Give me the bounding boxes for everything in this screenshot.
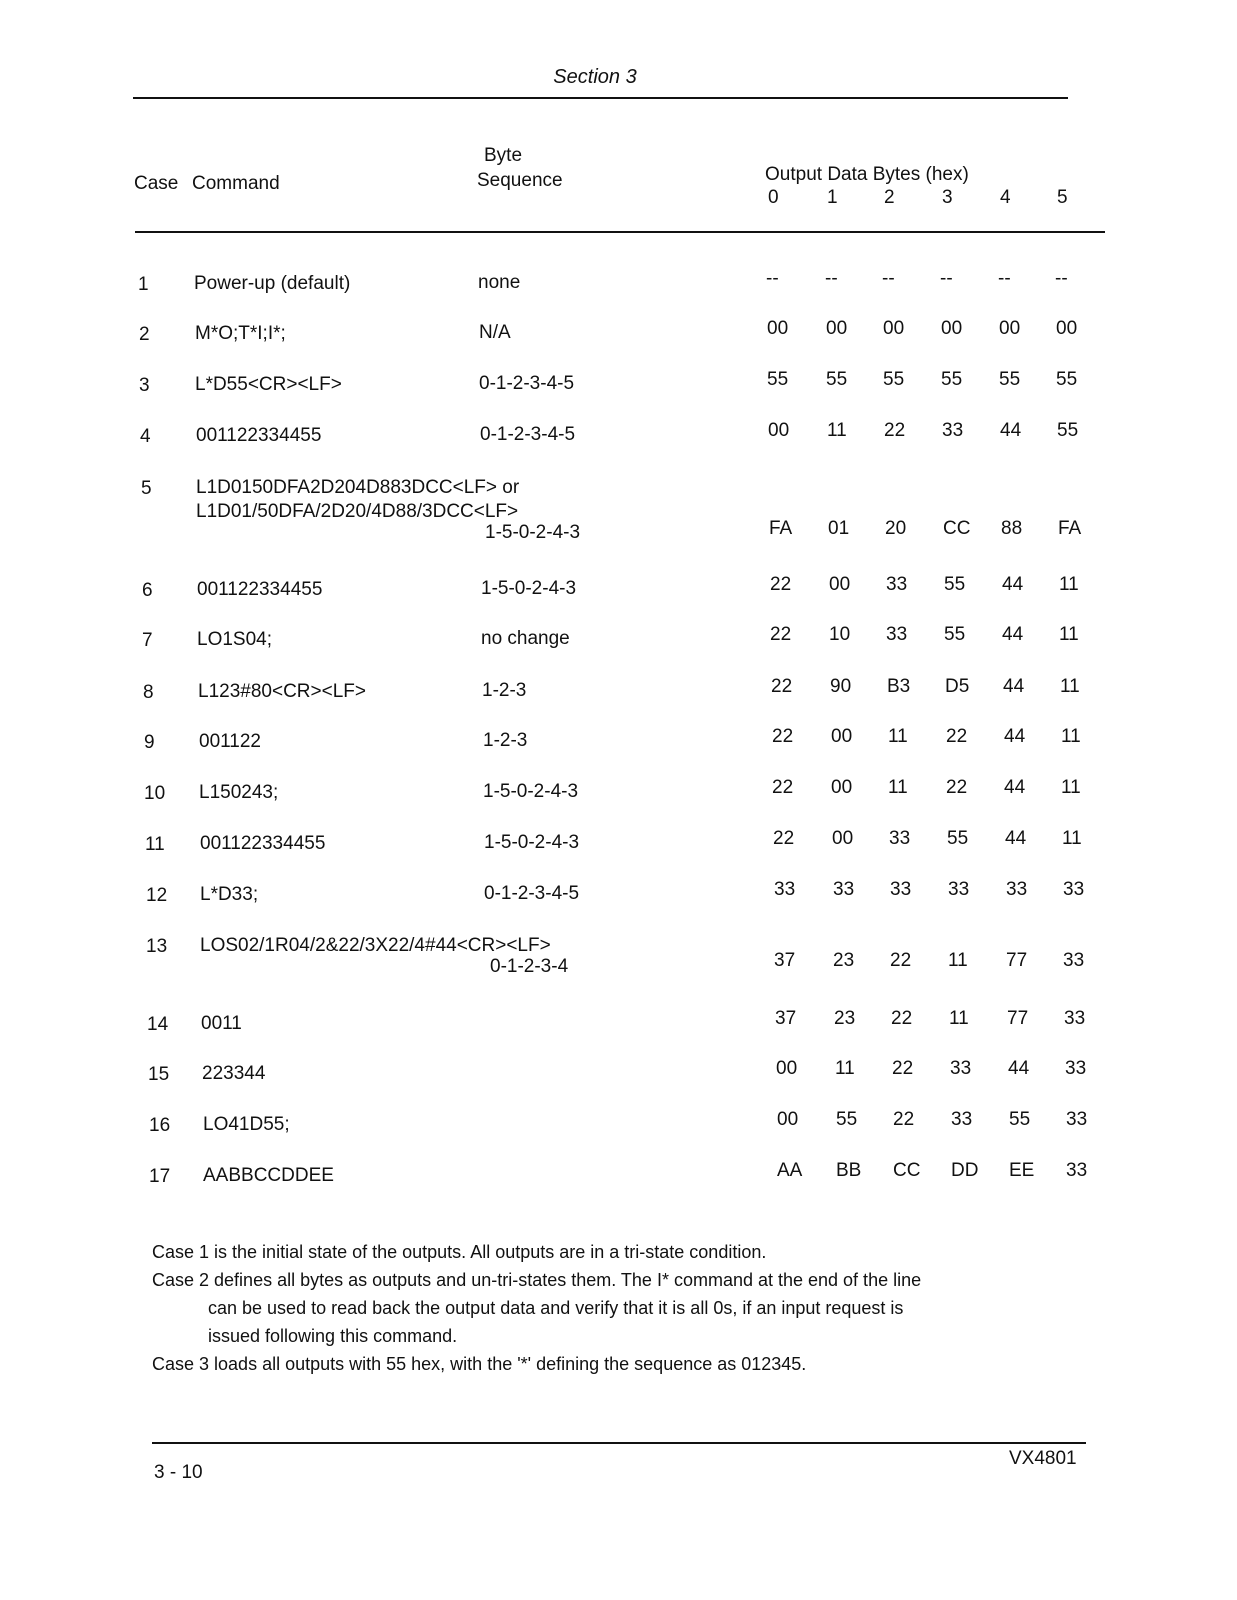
output-byte-4: 55 — [999, 369, 1021, 390]
byte-index-0: 0 — [768, 187, 779, 208]
output-byte-1: 00 — [826, 318, 848, 339]
case-number: 16 — [149, 1115, 171, 1136]
case-number: 12 — [146, 885, 168, 906]
header-case: Case — [134, 173, 179, 194]
output-byte-3: 33 — [951, 1109, 973, 1130]
output-byte-2: 11 — [888, 726, 908, 747]
output-byte-3: -- — [940, 268, 953, 289]
table-row — [0, 268, 1237, 322]
output-byte-2: 33 — [886, 574, 908, 595]
output-byte-5: 33 — [1063, 950, 1085, 971]
output-byte-1: -- — [825, 268, 838, 289]
output-byte-1: 00 — [829, 574, 851, 595]
table-row — [0, 420, 1237, 474]
byte-sequence: 1-5-0-2-4-3 — [485, 522, 581, 543]
output-byte-0: 22 — [771, 676, 793, 697]
output-byte-3: 55 — [944, 624, 966, 645]
output-byte-2: 33 — [890, 879, 912, 900]
output-byte-0: -- — [766, 268, 779, 289]
table-row — [0, 726, 1237, 780]
table-row — [0, 1160, 1237, 1214]
table-row — [0, 476, 1237, 543]
output-byte-0: 33 — [774, 879, 796, 900]
output-byte-2: 55 — [883, 369, 905, 390]
command: AABBCCDDEE — [203, 1165, 334, 1186]
output-byte-4: 44 — [1004, 726, 1026, 747]
command: LO41D55; — [203, 1114, 290, 1135]
output-byte-4: 44 — [1008, 1058, 1030, 1079]
output-byte-5: 33 — [1065, 1058, 1087, 1079]
header-output-bytes: Output Data Bytes (hex) — [765, 164, 969, 185]
byte-sequence: 0-1-2-3-4-5 — [484, 883, 580, 904]
case-number: 10 — [144, 783, 166, 804]
output-byte-2: 00 — [883, 318, 905, 339]
header-rule — [135, 231, 1105, 233]
output-byte-0: 37 — [774, 950, 796, 971]
output-byte-3: DD — [951, 1160, 979, 1181]
byte-index-2: 2 — [884, 187, 895, 208]
output-byte-5: 33 — [1066, 1160, 1088, 1181]
output-byte-1: 23 — [834, 1008, 856, 1029]
command: Power-up (default) — [194, 273, 351, 294]
table-row — [0, 828, 1237, 882]
byte-sequence: 0-1-2-3-4-5 — [479, 373, 575, 394]
case-number: 13 — [146, 936, 168, 957]
table-row — [0, 879, 1237, 933]
table-row — [0, 676, 1237, 730]
output-byte-0: 00 — [777, 1109, 799, 1130]
byte-sequence: 1-5-0-2-4-3 — [483, 781, 579, 802]
command: 001122 — [199, 731, 261, 752]
case-number: 1 — [138, 274, 149, 295]
header-byte: Byte — [484, 145, 523, 166]
output-byte-1: 33 — [833, 879, 855, 900]
byte-sequence: none — [478, 272, 521, 293]
output-byte-3: 11 — [949, 1008, 969, 1029]
output-byte-4: 44 — [1002, 574, 1024, 595]
command: 001122334455 — [200, 833, 326, 854]
output-byte-5: FA — [1058, 518, 1082, 539]
command: 001122334455 — [197, 579, 323, 600]
output-byte-4: 44 — [1003, 676, 1025, 697]
output-byte-4: 00 — [999, 318, 1021, 339]
output-byte-0: 22 — [770, 624, 792, 645]
output-byte-3: 33 — [950, 1058, 972, 1079]
note-case-1: Case 1 is the initial state of the outputs. All outputs are in a tri-state condition. — [152, 1242, 767, 1262]
output-byte-0: 22 — [770, 574, 792, 595]
table-row — [0, 369, 1237, 423]
command: 223344 — [202, 1063, 266, 1084]
table-row — [0, 1058, 1237, 1112]
output-byte-1: 55 — [836, 1109, 858, 1130]
output-byte-3: 33 — [942, 420, 964, 441]
output-byte-0: 22 — [773, 828, 795, 849]
header-sequence: Sequence — [477, 170, 563, 191]
case-number: 15 — [148, 1064, 170, 1085]
output-byte-5: 55 — [1056, 369, 1078, 390]
top-rule — [133, 97, 1068, 99]
output-byte-3: 55 — [947, 828, 969, 849]
byte-sequence: 1-2-3 — [482, 680, 527, 701]
output-byte-0: 00 — [776, 1058, 798, 1079]
byte-index-5: 5 — [1057, 187, 1068, 208]
section-title: Section 3 — [553, 66, 637, 88]
case-number: 2 — [139, 324, 150, 345]
output-byte-4: 44 — [1005, 828, 1027, 849]
notes — [152, 1238, 1082, 1378]
output-byte-2: 33 — [889, 828, 911, 849]
output-byte-5: 33 — [1064, 1008, 1086, 1029]
output-byte-3: CC — [943, 518, 971, 539]
command: L150243; — [199, 782, 279, 803]
output-byte-3: 33 — [948, 879, 970, 900]
byte-sequence: N/A — [479, 322, 511, 343]
output-byte-5: 11 — [1062, 828, 1082, 849]
case-number: 17 — [149, 1166, 171, 1187]
command: L123#80<CR><LF> — [198, 681, 366, 702]
table-row — [0, 1109, 1237, 1163]
output-byte-5: 33 — [1063, 879, 1085, 900]
output-byte-4: 77 — [1006, 950, 1028, 971]
output-byte-4: 44 — [1004, 777, 1026, 798]
output-byte-1: 90 — [830, 676, 852, 697]
output-byte-4: 33 — [1006, 879, 1028, 900]
output-byte-0: 22 — [772, 777, 794, 798]
note-case-3: Case 3 loads all outputs with 55 hex, with the '*' defining the sequence as 012345. — [152, 1354, 807, 1374]
command: 001122334455 — [196, 425, 322, 446]
output-byte-0: FA — [769, 518, 793, 539]
output-byte-3: 55 — [944, 574, 966, 595]
note-case-2-cont-2: issued following this command. — [208, 1326, 458, 1346]
output-byte-1: 00 — [832, 828, 854, 849]
output-byte-0: 00 — [768, 420, 790, 441]
case-number: 9 — [144, 732, 155, 753]
output-byte-3: 55 — [941, 369, 963, 390]
output-byte-1: 11 — [835, 1058, 855, 1079]
output-byte-1: 00 — [831, 777, 853, 798]
command: L*D33; — [200, 884, 259, 905]
note-case-2: Case 2 defines all bytes as outputs and un-tri-states them. The I* command at the end of the line — [152, 1270, 922, 1290]
table-row — [0, 1008, 1237, 1062]
note-case-2-cont-1: can be used to read back the output data and verify that it is all 0s, if an input request is — [208, 1298, 904, 1318]
output-byte-2: 22 — [893, 1109, 915, 1130]
output-byte-1: 01 — [828, 518, 850, 539]
output-byte-1: BB — [836, 1160, 862, 1181]
command: LOS02/1R04/2&22/3X22/4#44<CR><LF> — [200, 935, 551, 956]
case-number: 3 — [139, 375, 150, 396]
output-byte-4: 55 — [1009, 1109, 1031, 1130]
case-number: 4 — [140, 426, 151, 447]
byte-sequence: 1-5-0-2-4-3 — [484, 832, 580, 853]
output-byte-4: -- — [998, 268, 1011, 289]
byte-index-1: 1 — [827, 187, 838, 208]
output-byte-5: 55 — [1057, 420, 1079, 441]
output-byte-2: B3 — [887, 676, 911, 697]
output-byte-5: 11 — [1061, 777, 1081, 798]
case-number: 8 — [143, 682, 154, 703]
output-byte-4: 44 — [1002, 624, 1024, 645]
table-row — [0, 777, 1237, 831]
case-number: 6 — [142, 580, 153, 601]
output-byte-4: 88 — [1001, 518, 1023, 539]
case-number: 11 — [145, 834, 165, 855]
case-number: 14 — [147, 1014, 169, 1035]
output-byte-4: 44 — [1000, 420, 1022, 441]
output-byte-2: CC — [893, 1160, 921, 1181]
output-byte-2: -- — [882, 268, 895, 289]
output-byte-0: AA — [777, 1160, 803, 1181]
header-command: Command — [192, 173, 280, 194]
command: L1D0150DFA2D204D883DCC<LF> or — [196, 477, 520, 498]
table-row — [0, 624, 1237, 678]
output-byte-4: EE — [1009, 1160, 1035, 1181]
command: 0011 — [201, 1013, 242, 1034]
output-byte-5: 00 — [1056, 318, 1078, 339]
byte-index-4: 4 — [1000, 187, 1011, 208]
output-byte-1: 00 — [831, 726, 853, 747]
output-byte-1: 10 — [829, 624, 851, 645]
output-byte-2: 22 — [892, 1058, 914, 1079]
output-byte-2: 20 — [885, 518, 907, 539]
output-byte-4: 77 — [1007, 1008, 1029, 1029]
footer-rule — [152, 1442, 1086, 1444]
byte-sequence: 0-1-2-3-4 — [490, 956, 569, 977]
case-number: 5 — [141, 478, 152, 499]
output-byte-2: 22 — [891, 1008, 913, 1029]
command: L*D55<CR><LF> — [195, 374, 342, 395]
output-byte-1: 55 — [826, 369, 848, 390]
output-byte-2: 22 — [890, 950, 912, 971]
output-byte-1: 11 — [827, 420, 847, 441]
output-byte-5: 11 — [1060, 676, 1080, 697]
output-byte-0: 22 — [772, 726, 794, 747]
table-row — [0, 318, 1237, 372]
byte-sequence: no change — [481, 628, 570, 649]
byte-sequence: 1-2-3 — [483, 730, 528, 751]
output-byte-2: 11 — [888, 777, 908, 798]
command: LO1S04; — [197, 629, 272, 650]
output-byte-3: D5 — [945, 676, 970, 697]
page-number: 3 - 10 — [154, 1462, 203, 1483]
table-row — [0, 934, 1237, 984]
output-byte-5: 11 — [1059, 574, 1079, 595]
case-number: 7 — [142, 630, 153, 651]
command: M*O;T*I;I*; — [195, 323, 286, 344]
model-number: VX4801 — [1009, 1448, 1077, 1469]
output-byte-0: 55 — [767, 369, 789, 390]
output-byte-3: 11 — [948, 950, 968, 971]
byte-index-3: 3 — [942, 187, 953, 208]
output-byte-5: 11 — [1059, 624, 1079, 645]
output-byte-0: 00 — [767, 318, 789, 339]
output-byte-3: 22 — [946, 726, 968, 747]
output-byte-0: 37 — [775, 1008, 797, 1029]
output-byte-1: 23 — [833, 950, 855, 971]
table-row — [0, 574, 1237, 628]
output-byte-2: 33 — [886, 624, 908, 645]
byte-sequence: 0-1-2-3-4-5 — [480, 424, 576, 445]
output-byte-5: -- — [1055, 268, 1068, 289]
byte-sequence: 1-5-0-2-4-3 — [481, 578, 577, 599]
output-byte-5: 11 — [1061, 726, 1081, 747]
output-byte-5: 33 — [1066, 1109, 1088, 1130]
command-alt: L1D01/50DFA/2D20/4D88/3DCC<LF> — [196, 501, 519, 522]
output-byte-3: 22 — [946, 777, 968, 798]
output-byte-2: 22 — [884, 420, 906, 441]
output-byte-3: 00 — [941, 318, 963, 339]
